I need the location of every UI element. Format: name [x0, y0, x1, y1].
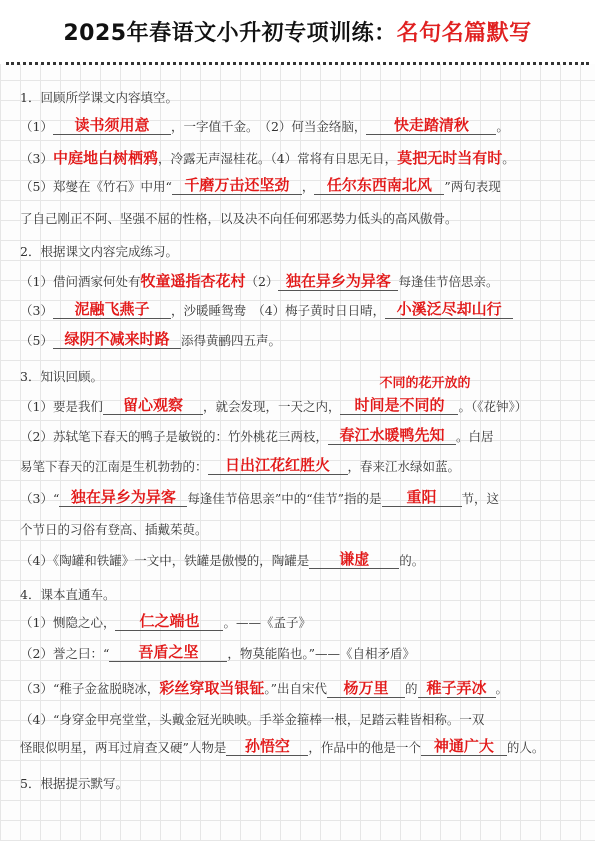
text: 节，这	[461, 491, 500, 506]
q4-line-2	[20, 644, 415, 662]
text: ，物莫能陷也。”——《自相矛盾》	[227, 646, 415, 661]
text: 的人。	[506, 740, 545, 755]
text: ，冷露无声湿桂花。（4）常将有日思无日，	[157, 151, 398, 166]
q3-line-4	[20, 489, 499, 507]
text: 。（《花钟》）	[458, 399, 528, 414]
answer-blank: 吾盾之坚	[109, 644, 227, 662]
text: 每逢佳节倍思亲”中的“佳节”指的是	[187, 491, 382, 506]
text: （1）恻隐之心，	[20, 615, 116, 630]
q4-line-4: （4）“身穿金甲亮堂堂，头戴金冠光映映。手举金箍棒一根，足踏云鞋皆相称。一双	[20, 712, 485, 727]
answer-blank: 神通广大	[421, 738, 507, 756]
text: （1）借问酒家何处有	[20, 274, 141, 289]
q2-line-1	[20, 270, 498, 291]
text: 易笔下春天的江南是生机勃勃的：	[20, 459, 208, 474]
section-5-heading: 5．根据提示默写。	[20, 776, 128, 791]
q2-line-2	[20, 301, 513, 319]
text: （5）郑燮在《竹石》中用“	[20, 179, 172, 194]
answer-blank: 泥融飞燕子	[53, 301, 171, 319]
q3-line-6	[20, 551, 424, 569]
answer-blank: 稚子弄冰	[418, 680, 496, 698]
page-title-main: 2025年春语文小升初专项训练：	[63, 21, 397, 46]
text: ”两句表现	[444, 179, 501, 194]
text: ，春来江水绿如蓝。	[347, 459, 461, 474]
q3-line-2	[20, 427, 493, 445]
text: 。——《孟子》	[223, 615, 311, 630]
answer-blank: 小溪泛尽却山行	[385, 301, 513, 319]
text: （2）誉之曰：“	[20, 646, 110, 661]
answer-inline: 牧童遥指杏花村	[140, 272, 246, 290]
dotted-divider	[6, 62, 589, 65]
answer-blank: 留心观察	[103, 397, 203, 415]
text: 。	[496, 119, 509, 134]
q3-line-5: 个节日的习俗有登高、插戴茱萸。	[20, 522, 208, 537]
answer-note: 不同的花开放的	[379, 376, 471, 391]
text: ，沙暖睡鸳鸯 （4）梅子黄时日日晴，	[170, 303, 386, 318]
answer-blank: 独在异乡为异客	[278, 273, 398, 291]
q2-line-3	[20, 331, 281, 349]
q3-line-3	[20, 457, 460, 475]
text: 。”出自宋代	[264, 681, 327, 696]
answer-blank: 绿阴不减来时路	[53, 331, 181, 349]
answer-blank: 谦虚	[309, 551, 399, 569]
answer-inline: 中庭地白树栖鸦	[52, 149, 158, 167]
text: 。	[502, 151, 515, 166]
page-title-highlight: 名句名篇默写	[396, 21, 532, 46]
q1-line-4: 了自己刚正不阿、坚强不屈的性格，以及决不向任何邪恶势力低头的高风傲骨。	[20, 211, 458, 226]
text: （3）	[20, 151, 53, 166]
text: （4）《陶罐和铁罐》一文中，铁罐是傲慢的，陶罐是	[20, 553, 310, 568]
answer-blank: 时间是不同的	[340, 397, 458, 415]
text: ，作品中的他是一个	[308, 740, 421, 755]
q1-line-2	[20, 147, 515, 168]
text: 的	[405, 681, 418, 696]
text: 怪眼似明星，两耳过肩查又硬”人物是	[20, 740, 227, 755]
answer-blank: 读书须用意	[53, 117, 171, 135]
answer-blank: 快走踏清秋	[366, 117, 496, 135]
section-3-heading: 3．知识回顾。	[20, 369, 103, 384]
q1-line-1	[20, 117, 509, 135]
text: 添得黄鹂四五声。	[180, 333, 281, 348]
answer-blank: 日出江花红胜火	[208, 457, 348, 475]
answer-blank: 孙悟空	[226, 738, 308, 756]
q4-line-3	[20, 677, 508, 698]
answer-inline: 莫把无时当有时	[397, 149, 503, 167]
answer-blank: 仁之端也	[115, 613, 223, 631]
text: （5）	[20, 333, 53, 348]
text: 。	[495, 681, 509, 696]
answer-inline: 彩丝穿取当银钲	[159, 679, 265, 697]
answer-blank: 春江水暖鸭先知	[328, 427, 456, 445]
q3-line-1	[20, 397, 527, 415]
section-2-heading: 2．根据课文内容完成练习。	[20, 244, 178, 259]
text: 。白居	[455, 429, 494, 444]
text: （3）“	[20, 491, 60, 506]
text: ，就会发现，一天之内，	[202, 399, 341, 414]
section-1-heading: 1．回顾所学课文内容填空。	[20, 90, 178, 105]
text: 的。	[399, 553, 425, 568]
title-bar	[0, 0, 595, 64]
answer-blank: 杨万里	[327, 680, 405, 698]
text: （2）	[245, 274, 279, 289]
section-4-heading: 4．课本直通车。	[20, 587, 116, 602]
q4-line-5	[20, 738, 544, 756]
q4-line-1	[20, 613, 311, 631]
q1-line-3	[20, 177, 501, 195]
text: （3）“稚子金盆脱晓冰，	[20, 681, 160, 696]
page-title	[0, 16, 595, 47]
text: 每逢佳节倍思亲。	[398, 274, 499, 289]
text: （1）	[20, 119, 53, 134]
text: （2）苏轼笔下春天的鸭子是敏锐的：竹外桃花三两枝，	[20, 429, 328, 444]
text: （1）要是我们	[20, 399, 103, 414]
answer-blank: 独在异乡为异客	[59, 489, 187, 507]
answer-blank: 千磨万击还坚劲	[172, 177, 302, 195]
text: （3）	[20, 303, 53, 318]
answer-blank: 重阳	[382, 489, 462, 507]
text: ，一字值千金。 （2）何当金络脑，	[170, 119, 367, 134]
text: ，	[301, 179, 315, 194]
answer-blank: 任尔东西南北风	[314, 177, 444, 195]
